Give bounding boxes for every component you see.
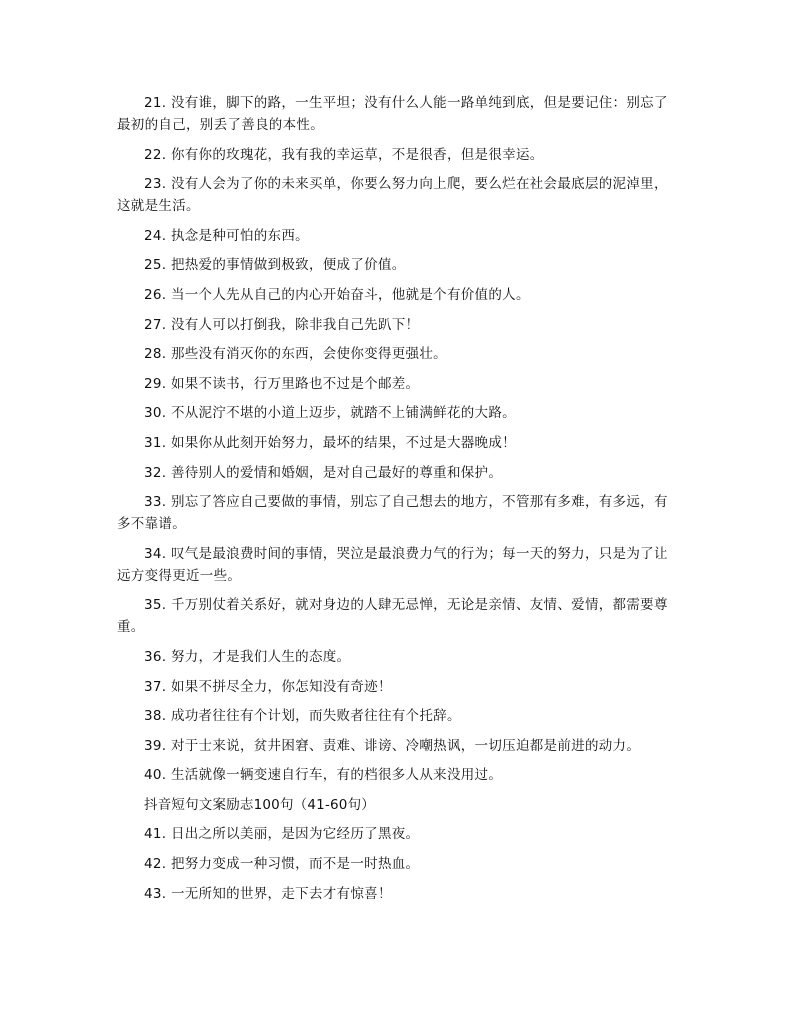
document-body bbox=[117, 92, 670, 912]
section-heading: 抖音短句文案励志100句（41-60句） bbox=[144, 796, 375, 813]
quote-paragraph-38: 38. 成功者往往有个计划，而失败者往往有个托辞。 bbox=[144, 708, 461, 725]
quote-paragraph-35: 35. 千万别仗着关系好，就对身边的人肆无忌惮，无论是亲情、友情、爱情，都需要尊重。 bbox=[117, 597, 668, 636]
quote-paragraph-34: 34. 叹气是最浪费时间的事情，哭泣是最浪费力气的行为；每一天的努力，只是为了让远方变得更近一些。 bbox=[117, 545, 668, 584]
quote-paragraph-24: 24. 执念是种可怕的东西。 bbox=[144, 227, 309, 244]
quote-paragraph-42: 42. 把努力变成一种习惯，而不是一时热血。 bbox=[144, 856, 420, 873]
quote-paragraph-32: 32. 善待别人的爱情和婚姻，是对自己最好的尊重和保护。 bbox=[144, 464, 503, 481]
quote-paragraph-26: 26. 当一个人先从自己的内心开始奋斗，他就是个有价值的人。 bbox=[144, 286, 530, 303]
quote-paragraph-37: 37. 如果不拼尽全力，你怎知没有奇迹！ bbox=[144, 678, 392, 695]
quote-paragraph-39: 39. 对于士来说，贫井困窘、责难、诽谤、冷嘲热讽，一切压迫都是前进的动力。 bbox=[144, 737, 641, 754]
quote-paragraph-21: 21. 没有谁，脚下的路，一生平坦；没有什么人能一路单纯到底，但是要记住：别忘了最初的自己，别丢了善良的本性。 bbox=[117, 95, 668, 133]
quote-paragraph-23: 23. 没有人会为了你的未来买单，你要么努力向上爬，要么烂在社会最底层的泥淖里，这就是生活。 bbox=[117, 176, 668, 215]
quote-paragraph-22: 22. 你有你的玫瑰花，我有我的幸运草，不是很香，但是很幸运。 bbox=[144, 146, 544, 163]
quote-paragraph-36: 36. 努力，才是我们人生的态度。 bbox=[144, 648, 351, 665]
quote-paragraph-29: 29. 如果不读书，行万里路也不过是个邮差。 bbox=[144, 375, 420, 392]
quote-paragraph-28: 28. 那些没有消灭你的东西，会使你变得更强壮。 bbox=[144, 346, 447, 363]
quote-paragraph-33: 33. 别忘了答应自己要做的事情，别忘了自己想去的地方，不管那有多难，有多远，有多不靠谱。 bbox=[117, 494, 668, 533]
quote-paragraph-30: 30. 不从泥泞不堪的小道上迈步，就踏不上铺满鲜花的大路。 bbox=[144, 405, 516, 422]
quote-paragraph-43: 43. 一无所知的世界，走下去才有惊喜！ bbox=[144, 885, 392, 902]
quote-paragraph-41: 41. 日出之所以美丽，是因为它经历了黑夜。 bbox=[144, 826, 420, 843]
quote-paragraph-31: 31. 如果你从此刻开始努力，最坏的结果，不过是大器晚成！ bbox=[144, 434, 516, 451]
quote-paragraph-40: 40. 生活就像一辆变速自行车，有的档很多人从来没用过。 bbox=[144, 767, 503, 784]
quote-paragraph-25: 25. 把热爱的事情做到极致，便成了价值。 bbox=[144, 257, 406, 274]
quote-paragraph-27: 27. 没有人可以打倒我，除非我自己先趴下！ bbox=[144, 316, 420, 333]
